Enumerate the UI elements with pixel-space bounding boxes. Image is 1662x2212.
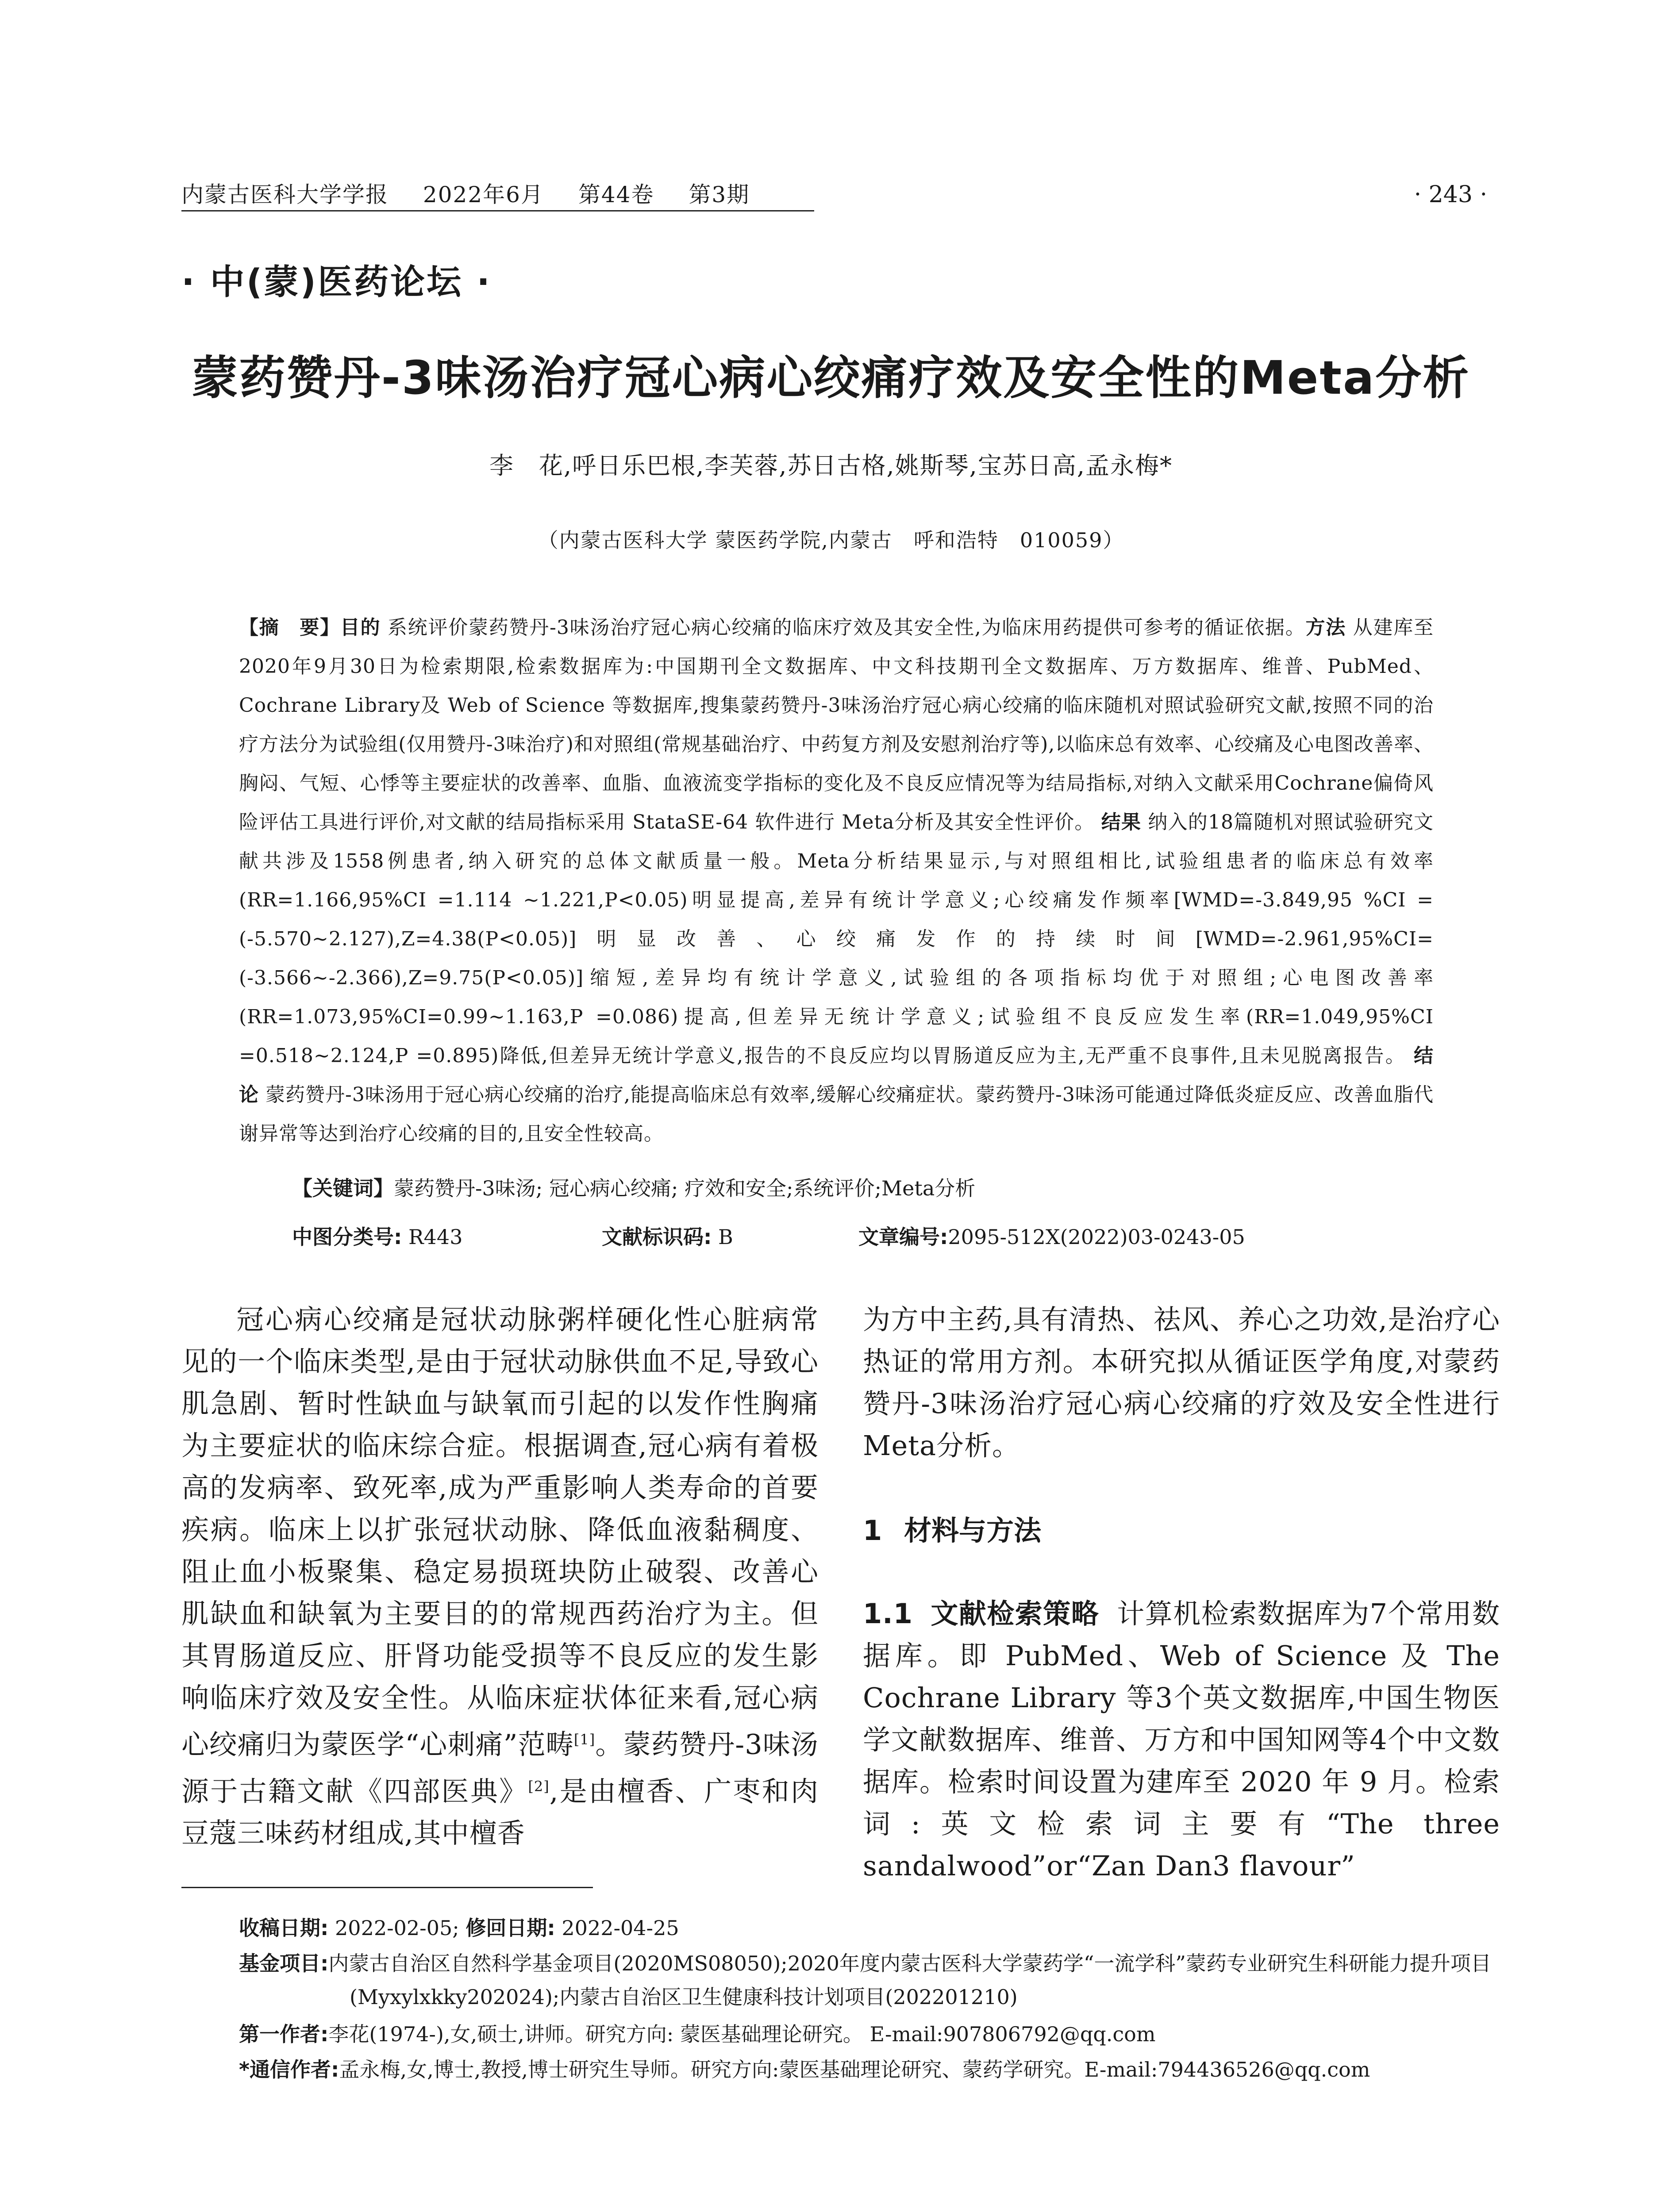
journal-name: 内蒙古医科大学学报 <box>181 182 389 207</box>
received-date: 2022-02-05; <box>335 1916 459 1940</box>
fund-label: 基金项目: <box>239 1951 329 1975</box>
result-text: 纳入的18篇随机对照试验研究文献共涉及1558例患者,纳入研究的总体文献质量一般。Meta分析结果显示,与对照组相比,试验组患者的临床总有效率(RR=1.166,95%CI =1.114 ~1.221,P<0.05)明显提高,差异有统计学意义;心绞痛发作频率[WMD=-3.849,95 %CI =(-5.570~2.127),Z=4.38(P<0.05)]明显改善、心绞痛发作的持续时间[WMD=-2.961,95%CI=(-3.566~-2.366),Z=9.75(P<0.05)]缩短,差异均有统计学意义,试验组的各项指标均优于对照组;心电图改善率(RR=1.073,95%CI=0.99~1.163,P =0.086)提高,但差异无统计学意义;试验组不良反应发生率(RR=1.049,95%CI =0.518~2.124,P =0.895)降低,但差异无统计学意义,报告的不良反应均以胃肠道反应为主,无严重不良事件,且未见脱离报告。 <box>239 811 1434 1067</box>
abstract-label: 【摘 要】 <box>239 616 340 639</box>
citation-ref: [1] <box>573 1731 596 1748</box>
issue: 第3期 <box>689 182 750 207</box>
abstract <box>239 608 1434 1153</box>
corr-label: *通信作者: <box>239 2058 339 2081</box>
corr-text: 孟永梅,女,博士,教授,博士研究生导师。研究方向:蒙医基础理论研究、蒙药学研究。E-mail:794436526@qq.com <box>339 2058 1370 2081</box>
body-text: 。蒙药赞丹-3味汤源于古籍文献《四部医典》 <box>181 1728 819 1808</box>
clc-value: R443 <box>408 1225 463 1249</box>
first-author-text: 李花(1974-),女,硕士,讲师。研究方向: 蒙医基础理论研究。 E-mail:907806792@qq.com <box>328 2022 1156 2046</box>
column-name: · 中(蒙)医药论坛 · <box>181 262 492 302</box>
body-text: ,是由檀香、广枣和肉豆蔻三味药材组成,其中檀香 <box>181 1775 819 1850</box>
article-label: 文章编号: <box>858 1225 948 1249</box>
body-paragraph <box>181 1298 819 1854</box>
authors: 李 花,呼日乐巴根,李芙蓉,苏日古格,姚斯琴,宝苏日高,孟永梅* <box>489 452 1173 480</box>
footnote-fund <box>239 1947 1624 2014</box>
footnote-dates <box>239 1911 1513 1945</box>
subsection-number: 1.1 <box>863 1598 913 1630</box>
running-header <box>181 177 776 209</box>
method-label: 方法 <box>1305 616 1347 639</box>
revised-label: 修回日期: <box>466 1916 555 1940</box>
section-number: 1 <box>863 1514 882 1547</box>
doc-label: 文献标识码: <box>602 1225 712 1249</box>
paper-title: 蒙药赞丹-3味汤治疗冠心病心绞痛疗效及安全性的Meta分析 <box>192 351 1470 405</box>
body-text: 冠心病心绞痛是冠状动脉粥样硬化性心脏病常见的一个临床类型,是由于冠状动脉供血不足,导致心肌急剧、暂时性缺血与缺氧而引起的以发作性胸痛为主要症状的临床综合症。根据调查,冠心病有着极高的发病率、致死率,成为严重影响人类寿命的首要疾病。临床上以扩张冠状动脉、降低血液黏稠度、阻止血小板聚集、稳定易损斑块防止破裂、改善心肌缺血和缺氧为主要目的的常规西药治疗为主。但其胃肠道反应、肝肾功能受损等不良反应的发生影响临床疗效及安全性。从临床症状体征来看,冠心病心绞痛归为蒙医学“心刺痛”范畴 <box>181 1303 819 1761</box>
body-left-column <box>181 1298 819 1854</box>
issue-date: 2022年6月 <box>423 182 544 207</box>
result-label: 结果 <box>1101 811 1142 833</box>
received-label: 收稿日期: <box>239 1916 329 1940</box>
footnote-corresponding-author <box>239 2053 1513 2086</box>
affiliation: （内蒙古医科大学 蒙医药学院,内蒙古 呼和浩特 010059） <box>538 528 1124 552</box>
body-right-paragraph: 为方中主药,具有清热、祛风、养心之功效,是治疗心热证的常用方剂。本研究拟从循证医学角度,对蒙药赞丹-3味汤治疗冠心病心绞痛的疗效及安全性进行Meta分析。 <box>863 1303 1500 1462</box>
subsection-title: 文献检索策略 <box>930 1598 1100 1630</box>
conclusion-text: 蒙药赞丹-3味汤用于冠心病心绞痛的治疗,能提高临床总有效率,缓解心绞痛症状。蒙药赞丹-3味汤可能通过降低炎症反应、改善血脂代谢异常等达到治疗心绞痛的目的,且安全性较高。 <box>239 1083 1434 1145</box>
first-author-label: 第一作者: <box>239 2022 329 2046</box>
page-number: · 243 · <box>1414 181 1487 208</box>
subsection-1-1 <box>863 1593 1500 1887</box>
conclusion-label: 结论 <box>239 1045 1434 1106</box>
objective-text: 系统评价蒙药赞丹-3味汤治疗冠心病心绞痛的临床疗效及其安全性,为临床用药提供可参考的循证依据。 <box>388 616 1306 639</box>
method-text: 从建库至2020年9月30日为检索期限,检索数据库为:中国期刊全文数据库、中文科技期刊全文数据库、万方数据库、维普、PubMed、Cochrane Library及 Web of Science 等数据库,搜集蒙药赞丹-3味汤治疗冠心病心绞痛的临床随机对照试验研究文献,按照不同的治疗方法分为试验组(仅用赞丹-3味治疗)和对照组(常规基础治疗、中药复方剂及安慰剂治疗等),以临床总有效率、心绞痛及心电图改善率、胸闷、气短、心悸等主要症状的改善率、血脂、血液流变学指标的变化及不良反应情况等为结局指标,对纳入文献采用Cochrane偏倚风险评估工具进行评价,对文献的结局指标采用 StataSE-64 软件进行 Meta分析及其安全性评价。 <box>239 616 1434 833</box>
citation-ref: [2] <box>528 1778 550 1795</box>
doc-value: B <box>718 1225 733 1249</box>
objective-label: 目的 <box>340 616 381 639</box>
classification-line <box>292 1221 1443 1250</box>
footnote-first-author <box>239 2017 1513 2051</box>
volume: 第44卷 <box>578 182 654 207</box>
clc-label: 中图分类号: <box>292 1225 402 1249</box>
section-heading <box>863 1509 1063 1548</box>
article-value: 2095-512X(2022)03-0243-05 <box>948 1225 1245 1249</box>
keywords-label: 【关键词】 <box>292 1176 394 1200</box>
fund-text: 内蒙古自治区自然科学基金项目(2020MS08050);2020年度内蒙古医科大学蒙药学“一流学科”蒙药专业研究生科研能力提升项目(Myxylxkky202024);内蒙古自治区卫生健康科技计划项目(202201210) <box>328 1951 1491 2009</box>
keywords <box>292 1172 1443 1202</box>
subsection-text: 计算机检索数据库为7个常用数据库。即 PubMed、Web of Science 及 The Cochrane Library 等3个英文数据库,中国生物医学文献数据库、维普、万方和中国知网等4个中文数据库。检索时间设置为建库至 2020 年 9 月。检索词:英文检索词主要有“The three sandalwood”or“Zan Dan3 flavour” <box>863 1598 1500 1882</box>
header-rule <box>181 210 814 211</box>
section-title: 材料与方法 <box>904 1514 1042 1547</box>
revised-date: 2022-04-25 <box>562 1916 679 1940</box>
keywords-text: 蒙药赞丹-3味汤; 冠心病心绞痛; 疗效和安全;系统评价;Meta分析 <box>394 1176 976 1200</box>
footnote-rule <box>181 1887 593 1888</box>
